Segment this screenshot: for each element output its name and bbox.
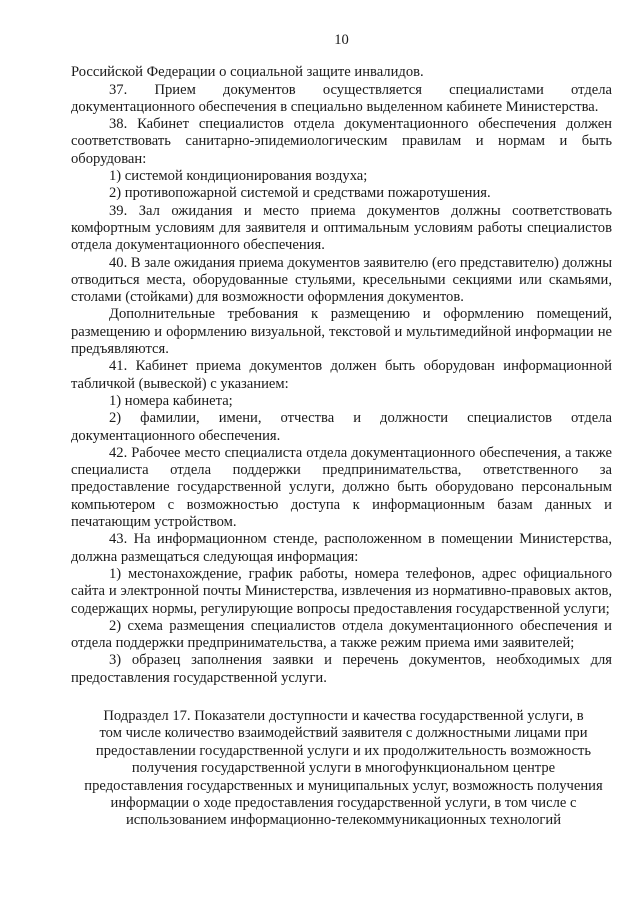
paragraph-38-item-2: 2) противопожарной системой и средствами пожаротушения. [109,185,491,202]
paragraph-41-item-2: 2) фамилии, имени, отчества и должности специалистов отдела документационного обеспечения. [71,410,612,444]
paragraph-41-item-1: 1) номера кабинета; [109,392,233,409]
paragraph-43-item-1: 1) местонахождение, график работы, номера телефонов, адрес официального сайта и электронной почты Министерства, извлечения из нормативно-правовых актов, содержащих нормы, регулирующие вопросы предоставления государственной услуги; [71,565,612,617]
heading-line: информации о ходе предоставления государственной услуги, в том числе с [110,795,577,812]
subsection-heading [71,708,612,830]
paragraph-38: 38. Кабинет специалистов отдела документационного обеспечения должен соответствовать санитарно-эпидемиологическим правилам и нормам и быть оборудован: [71,116,612,167]
paragraph-43-item-3: 3) образец заполнения заявки и перечень документов, необходимых для предоставления государственной услуги. [71,652,612,686]
page-number: 10 [334,32,349,48]
heading-line: получения государственной услуги в многофункциональном центре [131,760,556,777]
heading-line: том числе количество взаимодействий заявителя с должностными лицами при [99,725,588,742]
paragraph-41: 41. Кабинет приема документов должен быть оборудован информационной табличкой (вывеской) с указанием: [71,358,612,392]
paragraph-38-item-1: 1) системой кондиционирования воздуха; [109,168,368,185]
heading-line: предоставлении государственной услуги и их продолжительность возможность [95,742,592,759]
paragraph-43-item-2: 2) схема размещения специалистов отдела документационного обеспечения и отдела поддержки предпринимательства, а также режим приема ими заявителей; [71,617,612,652]
paragraph-40: 40. В зале ожидания приема документов заявителю (его представителю) должны отводиться места, оборудованные стульями, кресельными секциями или скамьями, столами (стойками) для возможности оформления документов. [71,254,613,306]
heading-line: Подраздел 17. Показатели доступности и качества государственной услуги, в [103,707,584,724]
body-text [71,64,612,687]
heading-line: предоставления государственных и муниципальных услуг, возможность получения [84,777,603,794]
paragraph-39: 39. Зал ожидания и место приема документов должны соответствовать комфортным условиям для заявителя и оптимальным условиям работы специалистов отдела документационного обеспечения. [71,202,612,254]
paragraph-continuation: Российской Федерации о социальной защите инвалидов. [71,64,424,81]
heading-line: использованием информационно-телекоммуникационных технологий [125,812,562,829]
paragraph-40-additional: Дополнительные требования к размещению и оформлению помещений, размещению и оформлению визуальной, текстовой и мультимедийной информации не предъявляются. [71,306,612,358]
paragraph-43: 43. На информационном стенде, расположенном в помещении Министерства, должна размещаться следующая информация: [71,531,612,565]
paragraph-37: 37. Прием документов осуществляется специалистами отдела документационного обеспечения в специально выделенном кабинете Министерства. [71,81,612,115]
paragraph-42: 42. Рабочее место специалиста отдела документационного обеспечения, а также специалиста отдела поддержки предпринимательства, ответственного за предоставление государственной услуги, должно быть оборудовано персональным компьютером с возможностью доступа к информационным базам данных и печатающим устройством. [71,444,612,531]
